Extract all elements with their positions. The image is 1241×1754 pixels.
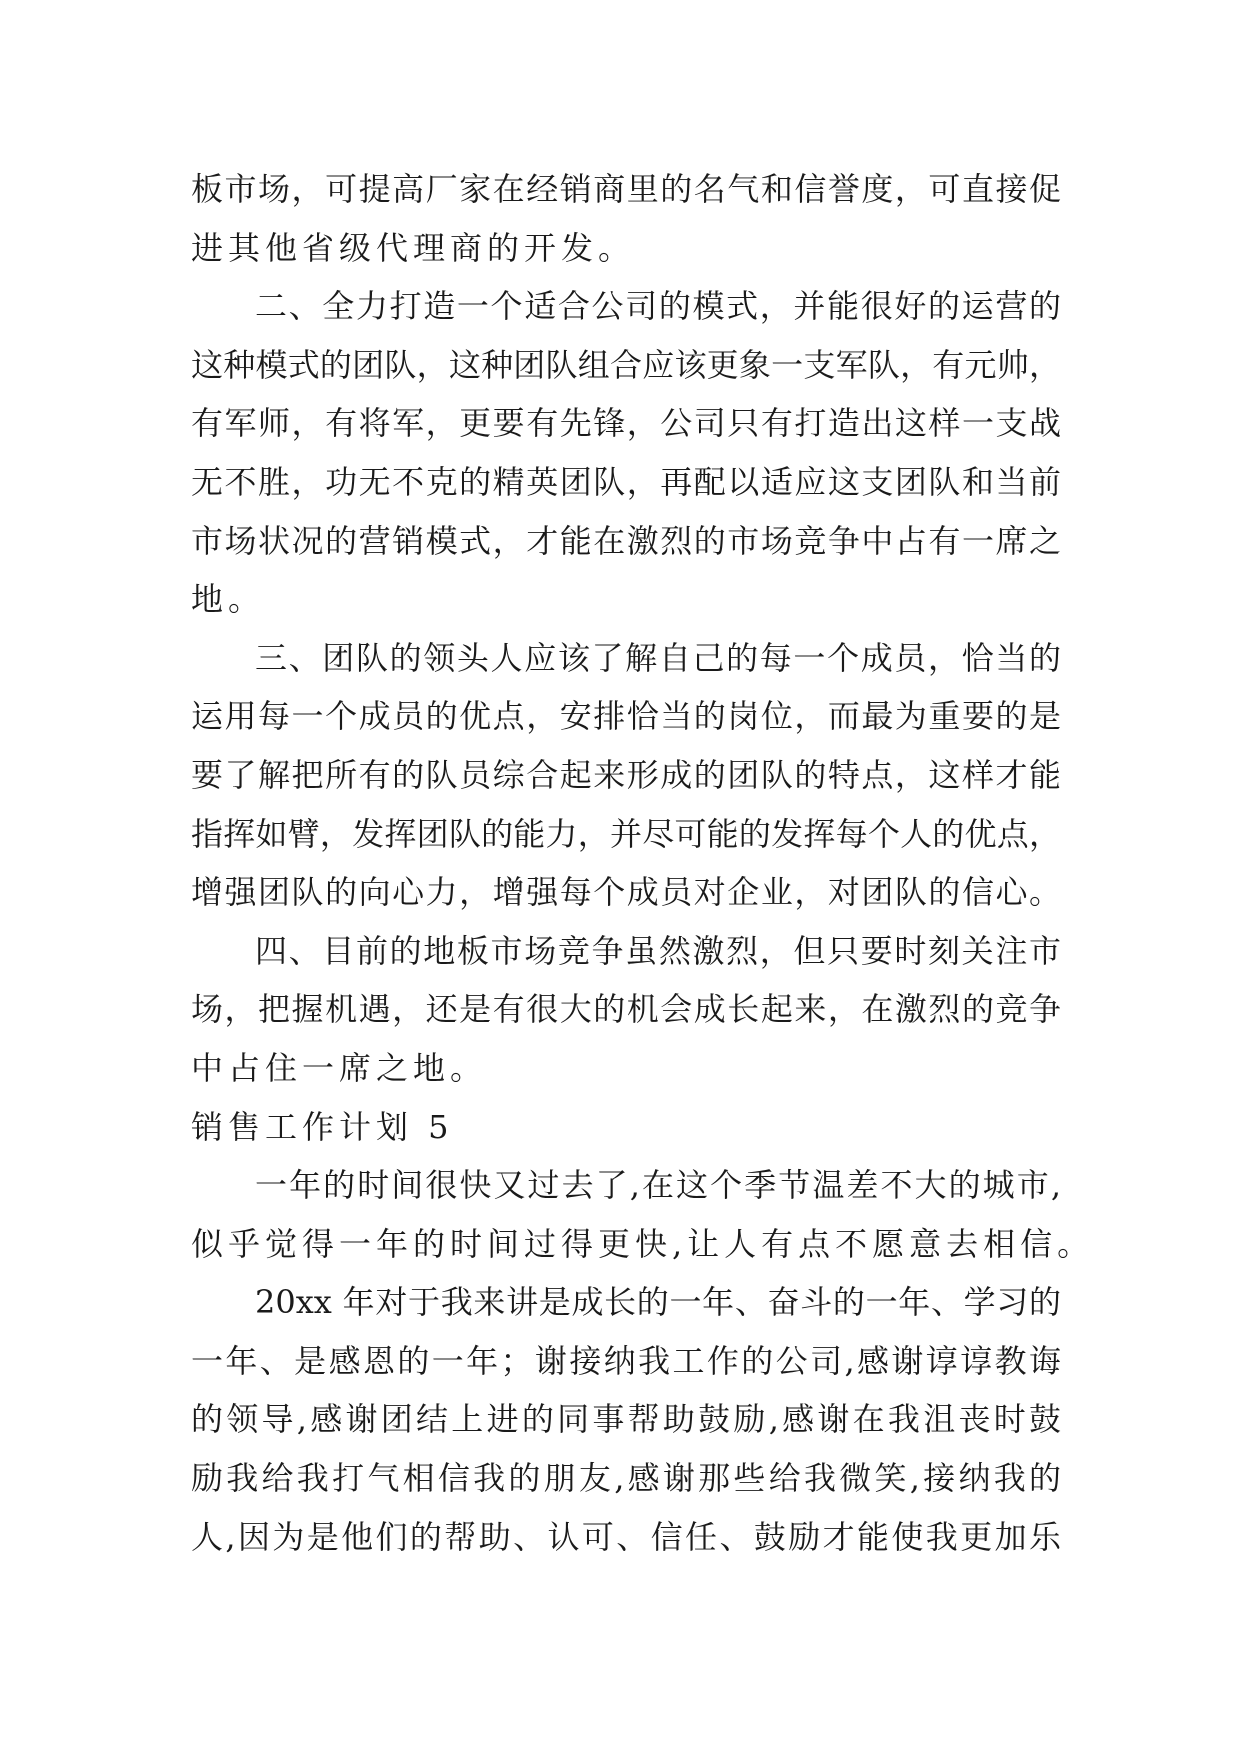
text-line: 板市场，可提高厂家在经销商里的名气和信誉度，可直接促	[191, 170, 1061, 208]
document-body	[191, 160, 1095, 1566]
text-line: 无不胜，功无不克的精英团队，再配以适应这支团队和当前	[191, 462, 1061, 501]
text-line: 四、目前的地板市场竞争虽然激烈，但只要时刻关注市	[255, 931, 1061, 970]
text-line: 要了解把所有的队员综合起来形成的团队的特点，这样才能	[191, 755, 1061, 794]
text-line: 20xx 年对于我来讲是成长的一年、奋斗的一年、学习的	[255, 1283, 1061, 1322]
text-line: 场，把握机遇，还是有很大的机会成长起来，在激烈的竞争	[191, 990, 1061, 1029]
text-line: 三、团队的领头人应该了解自己的每一个成员，恰当的	[255, 638, 1061, 677]
text-line: 一年、是感恩的一年；谢接纳我工作的公司,感谢谆谆教诲	[191, 1341, 1061, 1380]
text-line: 二、全力打造一个适合公司的模式，并能很好的运营的	[255, 287, 1061, 326]
text-line: 运用每一个成员的优点，安排恰当的岗位，而最为重要的是	[191, 697, 1061, 736]
text-line: 似乎觉得一年的时间过得更快,让人有点不愿意去相信。	[191, 1224, 1095, 1263]
text-line: 有军师，有将军，更要有先锋，公司只有打造出这样一支战	[191, 404, 1061, 443]
text-line: 中占住一席之地。	[191, 1048, 488, 1087]
text-line: 进其他省级代理商的开发。	[191, 228, 636, 267]
text-line: 的领导,感谢团结上进的同事帮助鼓励,感谢在我沮丧时鼓	[191, 1400, 1061, 1439]
text-line: 市场状况的营销模式，才能在激烈的市场竞争中占有一席之	[191, 521, 1061, 560]
text-line: 指挥如臂，发挥团队的能力，并尽可能的发挥每个人的优点，	[191, 814, 1061, 853]
text-line: 地。	[191, 580, 266, 619]
text-line: 励我给我打气相信我的朋友,感谢那些给我微笑,接纳我的	[191, 1459, 1061, 1498]
text-line: 增强团队的向心力，增强每个成员对企业，对团队的信心。	[191, 873, 1061, 912]
section-heading: 销售工作计划 5	[191, 1107, 454, 1146]
text-line: 一年的时间很快又过去了,在这个季节温差不大的城市,	[255, 1166, 1061, 1205]
text-line: 人,因为是他们的帮助、认可、信任、鼓励才能使我更加乐	[191, 1517, 1061, 1556]
text-line: 这种模式的团队，这种团队组合应该更象一支军队，有元帅，	[191, 345, 1061, 384]
